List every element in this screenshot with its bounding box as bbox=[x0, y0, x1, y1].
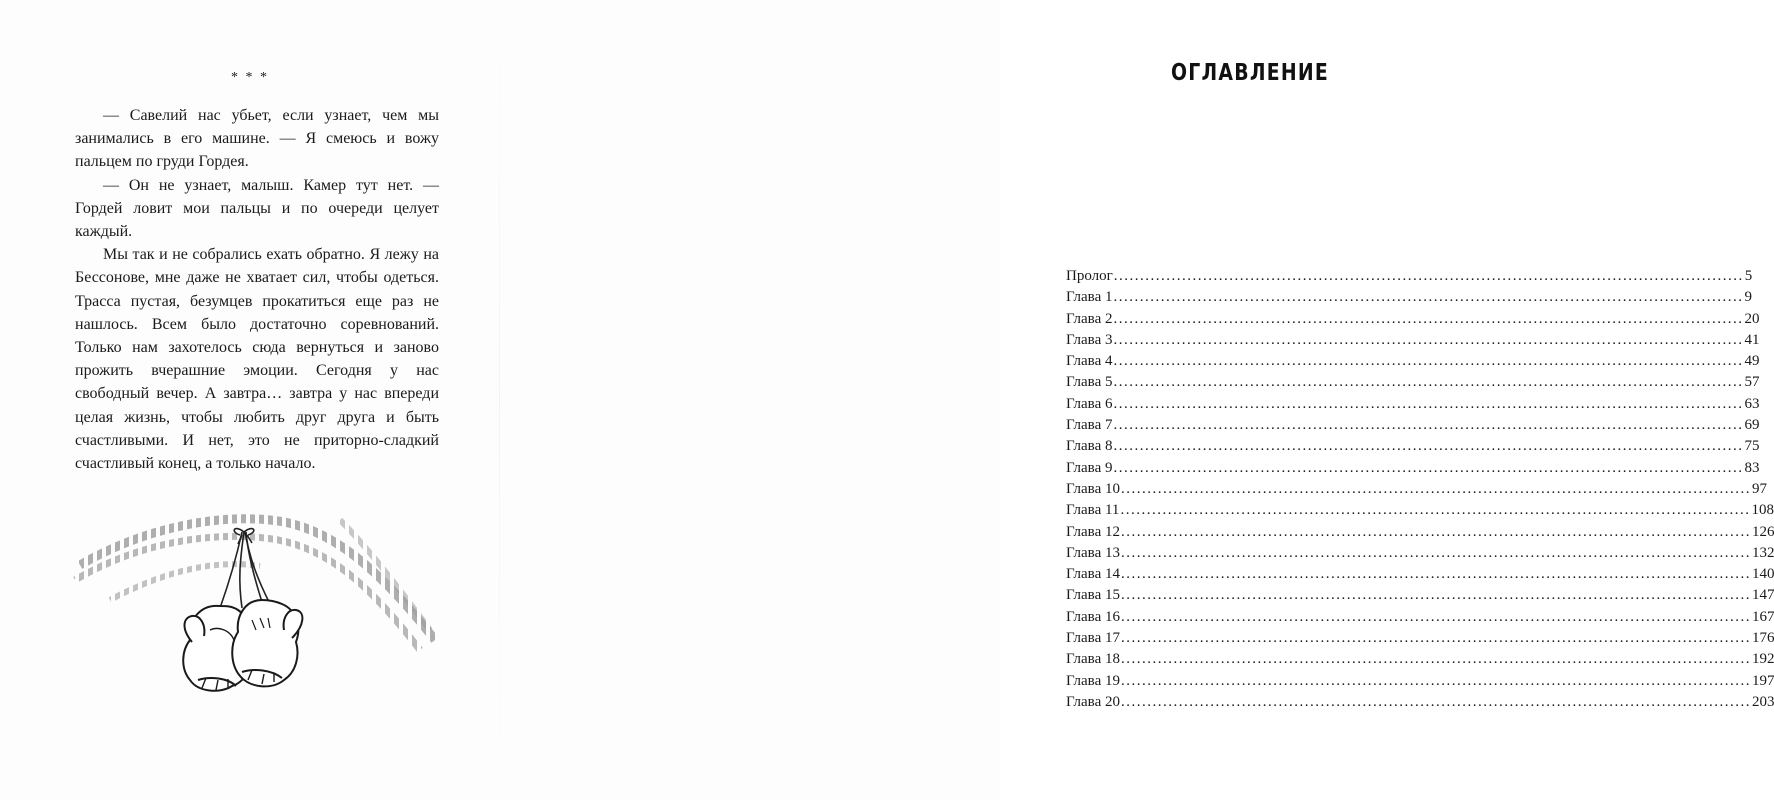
toc-entry-page: 69 bbox=[1744, 417, 1760, 434]
left-page bbox=[0, 0, 500, 800]
toc-entry[interactable] bbox=[1066, 671, 1774, 692]
toc-entry-label: Глава 9 bbox=[1066, 459, 1113, 476]
toc-entry-label: Глава 18 bbox=[1066, 651, 1120, 668]
toc-leader-dots: ........................................................................................................................ bbox=[1120, 587, 1751, 604]
toc-leader-dots: ........................................................................................................................ bbox=[1113, 395, 1744, 412]
toc-leader-dots: ........................................................................................................................ bbox=[1120, 608, 1751, 625]
toc-entry[interactable] bbox=[1066, 500, 1774, 521]
toc-entry[interactable] bbox=[1066, 607, 1774, 628]
toc-leader-dots: ........................................................................................................................ bbox=[1113, 268, 1744, 284]
toc-leader-dots: ........................................................................................................................ bbox=[1113, 459, 1744, 476]
toc-entry[interactable] bbox=[1066, 458, 1760, 479]
toc-entry[interactable] bbox=[1066, 266, 1753, 287]
toc-leader-dots: ........................................................................................................................ bbox=[1120, 566, 1751, 583]
boxing-gloves-tire-tracks-icon bbox=[70, 480, 450, 720]
toc-entry-label: Глава 20 bbox=[1066, 693, 1120, 710]
toc-entry-page: 20 bbox=[1744, 310, 1760, 327]
toc-entry[interactable] bbox=[1066, 649, 1774, 670]
paragraph: Мы так и не собрались ехать обратно. Я лежу на Бессонове, мне даже не хватает сил, чтобы одеться. Трасса пустая, безумцев прокатиться еще раз не нашлось. Всем было достаточно соревнований. Только нам захотелось сюда вернуться и заново прожить вчерашние эмоции. Сегодня у нас свободный вечер. А завтра… завтра у нас впереди целая жизнь, чтобы любить друг друга и быть счастливыми. И нет, это не приторно-сладкий счастливый конец, а только начало. bbox=[75, 246, 439, 473]
toc-entry-label: Глава 19 bbox=[1066, 672, 1120, 689]
chapter-text bbox=[75, 104, 439, 475]
toc-entry[interactable] bbox=[1066, 522, 1774, 543]
toc-entry-label: Пролог bbox=[1066, 268, 1113, 284]
scene-separator: * * * bbox=[231, 70, 269, 85]
toc-entry-label: Глава 1 bbox=[1066, 289, 1113, 306]
paragraph: — Он не узнает, малыш. Камер тут нет. — Гордей ловит мои пальцы и по очереди целует каждый. bbox=[75, 176, 439, 241]
toc-entry-label: Глава 10 bbox=[1066, 480, 1120, 497]
toc-entry-page: 97 bbox=[1751, 480, 1767, 497]
table-of-contents bbox=[1066, 266, 1774, 713]
toc-entry-page: 49 bbox=[1744, 353, 1760, 370]
toc-entry-label: Глава 11 bbox=[1066, 502, 1120, 519]
toc-entry-page: 176 bbox=[1751, 630, 1774, 647]
toc-entry[interactable] bbox=[1066, 436, 1760, 457]
toc-entry[interactable] bbox=[1066, 372, 1760, 393]
toc-entry-page: 167 bbox=[1751, 608, 1774, 625]
toc-leader-dots: ........................................................................................................................ bbox=[1113, 289, 1744, 306]
toc-entry[interactable] bbox=[1066, 287, 1752, 308]
toc-entry[interactable] bbox=[1066, 330, 1760, 351]
toc-entry-page: 140 bbox=[1751, 566, 1774, 583]
toc-entry[interactable] bbox=[1066, 564, 1774, 585]
toc-title: ОГЛАВЛЕНИЕ bbox=[1170, 60, 1329, 86]
toc-entry-label: Глава 16 bbox=[1066, 608, 1120, 625]
toc-leader-dots: ........................................................................................................................ bbox=[1120, 544, 1751, 561]
toc-entry[interactable] bbox=[1066, 692, 1774, 713]
toc-entry-label: Глава 3 bbox=[1066, 331, 1113, 348]
toc-entry[interactable] bbox=[1066, 394, 1760, 415]
toc-entry-page: 57 bbox=[1744, 374, 1760, 391]
toc-entry-label: Глава 7 bbox=[1066, 417, 1113, 434]
toc-entry[interactable] bbox=[1066, 415, 1760, 436]
toc-entry-page: 126 bbox=[1751, 523, 1774, 540]
toc-entry-page: 83 bbox=[1744, 459, 1760, 476]
toc-leader-dots: ........................................................................................................................ bbox=[1113, 374, 1744, 391]
toc-leader-dots: ........................................................................................................................ bbox=[1120, 523, 1751, 540]
toc-entry-label: Глава 4 bbox=[1066, 353, 1113, 370]
toc-leader-dots: ........................................................................................................................ bbox=[1120, 502, 1751, 519]
toc-leader-dots: ........................................................................................................................ bbox=[1113, 310, 1744, 327]
toc-leader-dots: ........................................................................................................................ bbox=[1113, 331, 1744, 348]
toc-entry-page: 203 bbox=[1751, 693, 1774, 710]
toc-entry-label: Глава 17 bbox=[1066, 630, 1120, 647]
toc-leader-dots: ........................................................................................................................ bbox=[1113, 353, 1744, 370]
toc-entry-label: Глава 15 bbox=[1066, 587, 1120, 604]
toc-leader-dots: ........................................................................................................................ bbox=[1120, 630, 1751, 647]
toc-entry-page: 108 bbox=[1751, 502, 1774, 519]
toc-entry[interactable] bbox=[1066, 585, 1774, 606]
toc-entry[interactable] bbox=[1066, 628, 1774, 649]
toc-entry-label: Глава 5 bbox=[1066, 374, 1113, 391]
toc-entry-label: Глава 2 bbox=[1066, 310, 1113, 327]
toc-leader-dots: ........................................................................................................................ bbox=[1120, 672, 1751, 689]
toc-entry-page: 63 bbox=[1744, 395, 1760, 412]
toc-entry-page: 197 bbox=[1751, 672, 1774, 689]
toc-entry[interactable] bbox=[1066, 351, 1760, 372]
toc-leader-dots: ........................................................................................................................ bbox=[1113, 417, 1744, 434]
toc-leader-dots: ........................................................................................................................ bbox=[1120, 693, 1751, 710]
toc-entry-page: 147 bbox=[1751, 587, 1774, 604]
toc-entry-page: 75 bbox=[1744, 438, 1760, 455]
toc-entry-page: 41 bbox=[1744, 331, 1760, 348]
toc-entry[interactable] bbox=[1066, 309, 1760, 330]
toc-entry-label: Глава 12 bbox=[1066, 523, 1120, 540]
toc-entry-label: Глава 6 bbox=[1066, 395, 1113, 412]
toc-entry-page: 132 bbox=[1751, 544, 1774, 561]
toc-entry[interactable] bbox=[1066, 543, 1774, 564]
toc-leader-dots: ........................................................................................................................ bbox=[1120, 480, 1751, 497]
paragraph: — Савелий нас убьет, если узнает, чем мы занимались в его машине. — Я смеюсь и вожу пальцем по груди Гордея. bbox=[75, 107, 439, 171]
right-page bbox=[500, 0, 1774, 800]
toc-entry-page: 9 bbox=[1744, 289, 1752, 306]
toc-entry-page: 192 bbox=[1751, 651, 1774, 668]
toc-entry-label: Глава 13 bbox=[1066, 544, 1120, 561]
toc-entry[interactable] bbox=[1066, 479, 1767, 500]
toc-leader-dots: ........................................................................................................................ bbox=[1113, 438, 1744, 455]
toc-entry-label: Глава 8 bbox=[1066, 438, 1113, 455]
toc-entry-label: Глава 14 bbox=[1066, 566, 1120, 583]
toc-leader-dots: ........................................................................................................................ bbox=[1120, 651, 1751, 668]
toc-entry-page: 5 bbox=[1744, 268, 1753, 284]
